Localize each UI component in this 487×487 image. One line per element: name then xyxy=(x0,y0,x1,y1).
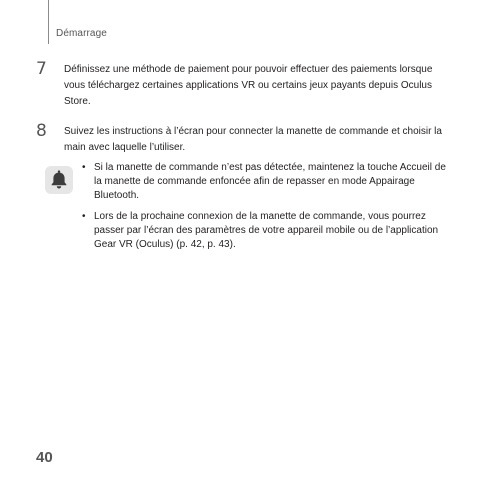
step-number: 8 xyxy=(36,121,47,141)
bullet: • xyxy=(82,211,86,222)
list-item xyxy=(82,210,452,252)
note-list xyxy=(82,161,452,259)
bullet: • xyxy=(82,162,86,173)
section-title: Démarrage xyxy=(56,28,107,39)
note-text: Lors de la prochaine connexion de la manette de commande, vous pourrez passer par l’écran des paramètres de votre appareil mobile ou de l’application Gear VR (Oculus) (p. 42, p. 43). xyxy=(94,211,439,250)
bell-icon xyxy=(45,166,73,194)
page-number: 40 xyxy=(36,449,53,466)
note-text: Si la manette de commande n’est pas détectée, maintenez la touche Accueil de la manette de commande enfoncée afin de repasser en mode Appairage Bluetooth. xyxy=(94,162,446,201)
header-divider xyxy=(48,0,49,44)
step-text: Suivez les instructions à l’écran pour connecter la manette de commande et choisir la main avec laquelle l’utiliser. xyxy=(64,126,442,153)
step-text: Définissez une méthode de paiement pour pouvoir effectuer des paiements lorsque vous téléchargez certaines applications VR ou certains jeux payants depuis Oculus Store. xyxy=(64,64,433,107)
list-item xyxy=(82,161,452,203)
step-number: 7 xyxy=(36,59,47,79)
